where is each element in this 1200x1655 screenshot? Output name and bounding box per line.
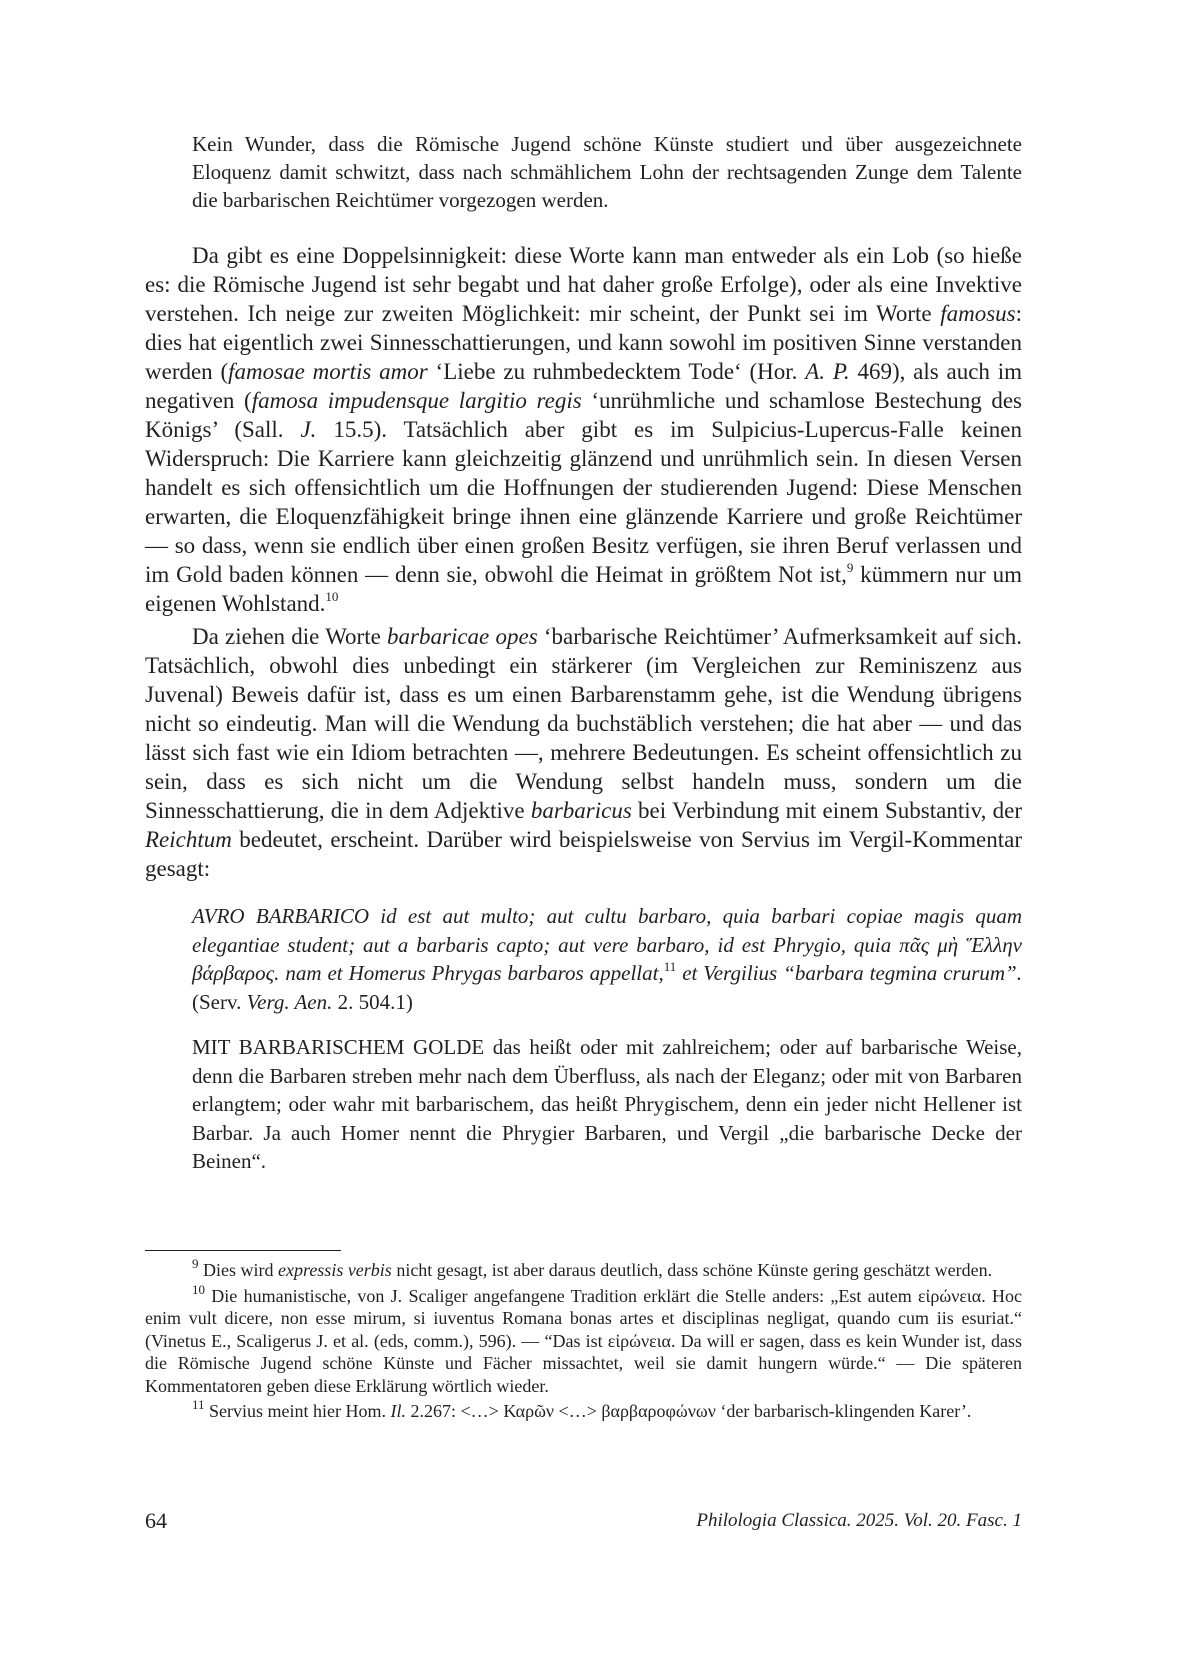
paragraph: Da ziehen die Worte barbaricae opes ‘barbarische Reichtümer’ Aufmerksamkeit auf sich. Tatsächlich, obwohl dies unbedingt ein stärkerer (im Vergleichen zur Reminiszenz aus Juvenal) Beweis dafür ist, dass es um einen Barbarenstamm gehe, ist die Wendung übrigens nicht so eindeutig. Man will die Wendung da buchstäblich verstehen; die hat aber — und das lässt sich fast wie ein Idiom betrachten —, mehrere Bedeutungen. Es scheint offensichtlich zu sein, dass es sich nicht um die Wendung selbst handeln muss, sondern um die Sinnesschattierung, die in dem Adjektive barbaricus bei Verbindung mit einem Substantiv, der Reichtum bedeutet, erscheint. Darüber wird beispielsweise von Servius im Vergil-Kommentar gesagt: (145, 624, 1022, 881)
footnote-10: $^{10}$ Die humanistische, von J. Scaliger angefangene Tradition erklärt die Stelle anders: „Est autem εἰρώνεια. Hoc enim vult dicere, non esse mirum, si iuventus Romana bonas artes et disciplinas negligat, quando cum iis esuriat.“ (Vinetus E., Scaligerus J. et al. (eds, comm.), 596). — “Das ist εἰρώνεια. Da will er sagen, dass es kein Wunder ist, dass die Römische Jugend schöne Künste und Fächer missachtet, weil sie damit hungern würde.“ — Die späteren Kommentatoren geben diese Erklärung wörtlich wieder. (145, 1281, 1022, 1396)
block-quote-german: MIT BARBARISCHEM GOLDE das heißt oder mit zahlreichem; oder auf barbarische Weise, denn die Barbaren streben mehr nach dem Überfluss, als nach der Eleganz; oder mit von Barbaren erlangtem; oder wahr mit barbarischem, das heißt Phrygischem, denn ein jeder nicht Hellener ist Barbar. Ja auch Homer nennt die Phrygier Barbaren, und Vergil „die barbarische Decke der Beinen“. (192, 1035, 1022, 1173)
footnotes (145, 1256, 1022, 1423)
main-body-text (145, 241, 1022, 883)
page-number: 64 (145, 1508, 167, 1533)
footnote-divider (145, 1250, 341, 1251)
footnote-9: $^9$ Dies wird expressis verbis nicht gesagt, ist aber daraus deutlich, dass schöne Künste gering geschätzt werden. (192, 1256, 993, 1280)
block-quote-translation: Kein Wunder, dass die Römische Jugend schöne Künste studiert und über ausgezeichnete Eloquenz damit schwitzt, dass nach schmählichem Lohn der rechtsagenden Zunge dem Talente die barbarischen Reichtümer vorgezogen werden. (192, 132, 1022, 212)
paragraph: Da gibt es eine Doppelsinnigkeit: diese Worte kann man entweder als ein Lob (so hieße es: die Römische Jugend ist sehr begabt und hat daher große Erfolge), oder als eine Invektive verstehen. Ich neige zur zweiten Möglichkeit: mir scheint, der Punkt sei im Worte famosus: dies hat eigentlich zwei Sinnesschattierungen, und kann sowohl im positiven Sinne verstanden werden (famosae mortis amor ‘Liebe zu ruhmbedecktem Tode‘ (Hor. A. P. 469), als auch im negativen (famosa impudensque largitio regis ‘unrühmliche und schamlose Bestechung des Königs’ (Sall. J. 15.5). Tatsächlich aber gibt es im Sulpicius-Lupercus-Falle keinen Widerspruch: Die Karriere kann gleichzeitig glänzend und unrühmlich sein. In diesen Versen handelt es sich offensichtlich um die Hoffnungen der studierenden Jugend: Diese Menschen erwarten, die Eloquenzfähigkeit bringe ihnen eine glänzende Karriere und große Reichtümer — so dass, wenn sie endlich über einen großen Besitz verfügen, sie ihren Beruf verlassen und im Gold baden können — denn sie, obwohl die Heimat in größtem Not ist,$^9$ kümmern nur um eigenen Wohlstand.$^{10}$ (145, 243, 1023, 616)
footnote-ref-10[interactable]: 10 (325, 589, 339, 605)
journal-running-footer: Philologia Classica. 2025. Vol. 20. Fasc. 1 (696, 1510, 1022, 1531)
block-quote-latin: AVRO BARBARICO id est aut multo; aut cultu barbaro, quia barbari copiae magis quam elegantiae student; aut a barbaris capto; aut vere barbaro, id est Phrygio, quia πᾶς μὴ Ἕλλην βάρβαρος. nam et Homerus Phrygas barbaros appellat,$^{11}$ et Vergilius “barbara tegmina crurum”. (Serv. Verg. Aen. 2. 504.1) (192, 904, 1022, 1014)
footnote-ref-11[interactable]: 11 (663, 959, 677, 974)
footnote-ref-9[interactable]: 9 (846, 560, 854, 576)
footnote-11: $^{11}$ Servius meint hier Hom. Il. 2.267: <…> Καρῶν <…> βαρβαροφώνων ‘der barbarisch-klingenden Karer’. (192, 1397, 972, 1421)
